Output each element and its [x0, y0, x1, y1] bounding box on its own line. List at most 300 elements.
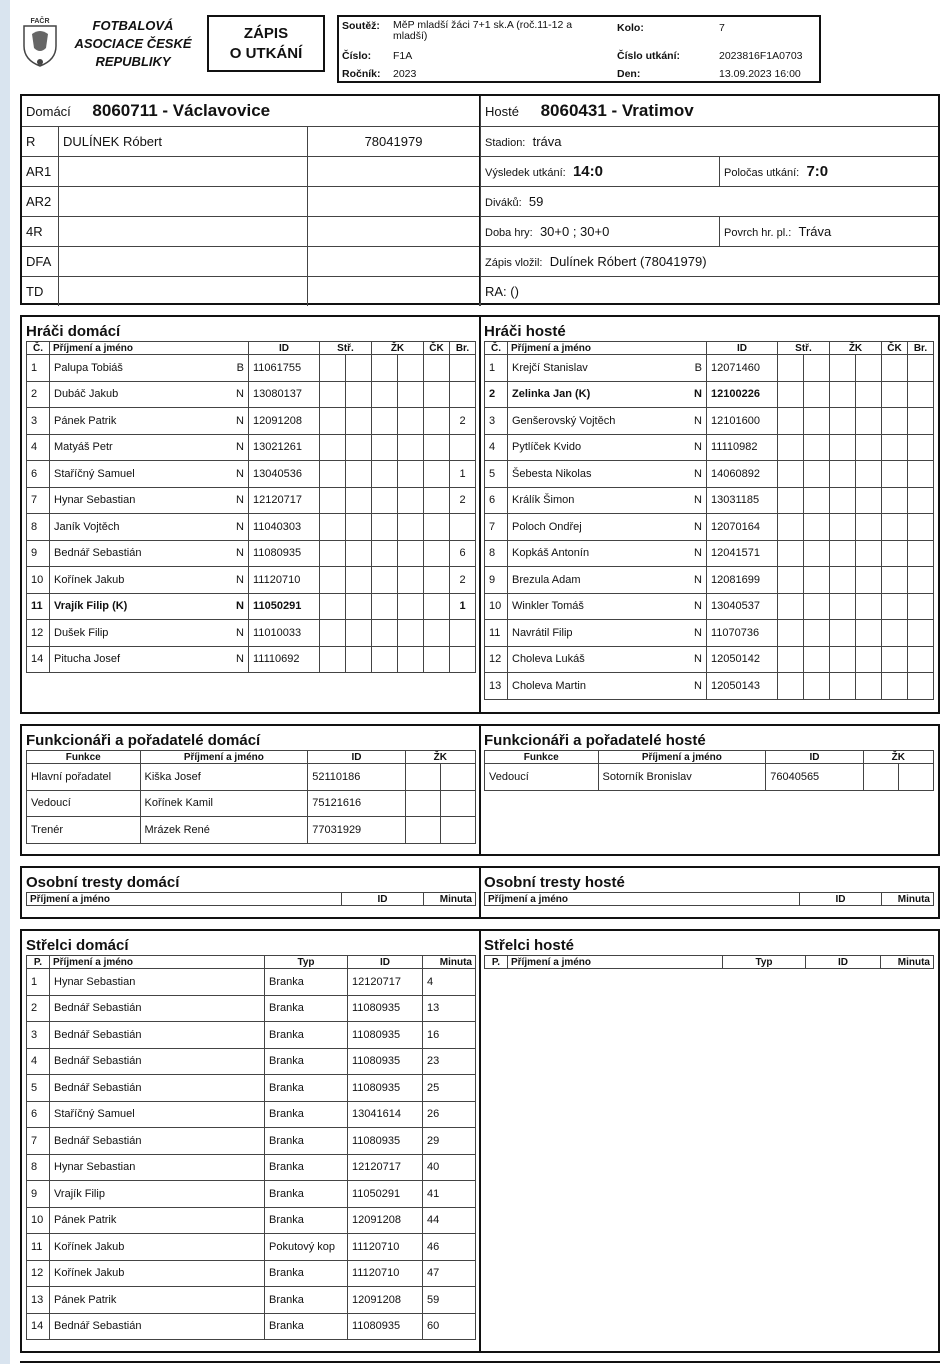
- player-number: 13: [485, 673, 508, 700]
- empty-cell: [830, 487, 856, 514]
- column-header: Br.: [450, 342, 476, 355]
- player-row: [485, 646, 934, 673]
- home-functionaries-title: Funkcionáři a pořadatelé domácí: [26, 732, 261, 749]
- player-type: N: [688, 540, 707, 567]
- empty-cell: [424, 620, 450, 647]
- player-number: 4: [27, 434, 50, 461]
- player-goals: 6: [450, 540, 476, 567]
- player-name: Winkler Tomáš: [508, 593, 689, 620]
- empty-cell: [804, 593, 830, 620]
- player-goals: [908, 540, 934, 567]
- empty-cell: [320, 434, 346, 461]
- match-number: 2023816F1A0703: [719, 50, 803, 62]
- scorer-name: Hynar Sebastian: [50, 1154, 265, 1181]
- player-number: 6: [27, 461, 50, 488]
- player-name: Matyáš Petr: [50, 434, 231, 461]
- player-id: 11120710: [249, 567, 320, 594]
- column-header: Č.: [485, 342, 508, 355]
- scorer-name: Bednář Sebastián: [50, 995, 265, 1022]
- scorer-order: 10: [27, 1207, 50, 1234]
- goal-minute: 60: [423, 1313, 476, 1340]
- functionary-role: Trenér: [27, 817, 141, 844]
- empty-cell: [778, 620, 804, 647]
- goal-type: Branka: [265, 1313, 348, 1340]
- column-header: ŽK: [405, 751, 475, 764]
- play-time: 30+0 ; 30+0: [539, 223, 610, 239]
- home-penalties-title: Osobní tresty domácí: [26, 874, 180, 891]
- empty-cell: [804, 461, 830, 488]
- player-goals: [908, 487, 934, 514]
- empty-cell: [856, 487, 882, 514]
- player-id: 11110982: [707, 434, 778, 461]
- official-row: [22, 246, 480, 276]
- functionary-role: Vedoucí: [27, 790, 141, 817]
- empty-cell: [424, 434, 450, 461]
- player-type: N: [688, 673, 707, 700]
- round: 7: [719, 22, 725, 34]
- scorer-order: 3: [27, 1022, 50, 1049]
- player-row: [485, 381, 934, 408]
- player-type: B: [230, 355, 249, 382]
- empty-cell: [804, 540, 830, 567]
- competition-code: F1A: [393, 50, 413, 62]
- scorer-name: Bednář Sebastián: [50, 1128, 265, 1155]
- column-header: Typ: [723, 956, 806, 969]
- player-number: 5: [485, 461, 508, 488]
- column-header: Příjmení a jméno: [50, 956, 265, 969]
- empty-cell: [424, 487, 450, 514]
- player-number: 2: [485, 381, 508, 408]
- column-header: Příjmení a jméno: [485, 893, 800, 906]
- column-header: Stř.: [778, 342, 830, 355]
- goal-minute: 47: [423, 1260, 476, 1287]
- goal-type: Branka: [265, 1075, 348, 1102]
- official-id: [308, 186, 480, 216]
- match-info-box: Soutěž: MěP mladší žáci 7+1 sk.A (roč.11-12 a mladší) Číslo: F1A Ročník: 2023 Kolo: 7 Číslo utkání: 2023816F1A0703 Den: 13.09.2023 16:00: [337, 15, 821, 83]
- goal-minute: 25: [423, 1075, 476, 1102]
- player-row: [27, 620, 476, 647]
- column-header: ID: [707, 342, 778, 355]
- player-row: [27, 540, 476, 567]
- scorer-row: [27, 1075, 476, 1102]
- empty-cell: [830, 381, 856, 408]
- player-number: 12: [485, 646, 508, 673]
- empty-cell: [804, 673, 830, 700]
- empty-cell: [346, 381, 372, 408]
- column-header: Minuta: [882, 893, 934, 906]
- player-name: Pánek Patrik: [50, 408, 231, 435]
- player-name: Dušek Filip: [50, 620, 231, 647]
- player-goals: 2: [450, 408, 476, 435]
- home-players-table: [26, 341, 476, 673]
- scorers-section: [20, 929, 940, 1353]
- pitch-surface: Tráva: [798, 223, 832, 239]
- player-type: N: [688, 408, 707, 435]
- player-row: [27, 381, 476, 408]
- empty-cell: [778, 514, 804, 541]
- empty-cell: [346, 540, 372, 567]
- season: 2023: [393, 68, 417, 80]
- player-row: [485, 620, 934, 647]
- association-name: FOTBALOVÁ ASOCIACE ČESKÉ REPUBLIKY: [74, 18, 192, 69]
- scorer-row: [27, 1181, 476, 1208]
- empty-cell: [398, 355, 424, 382]
- player-id: 13031185: [707, 487, 778, 514]
- player-name: Choleva Martin: [508, 673, 689, 700]
- player-row: [27, 355, 476, 382]
- player-id: 11110692: [249, 646, 320, 673]
- column-header: ŽK: [863, 751, 933, 764]
- empty-cell: [804, 408, 830, 435]
- empty-cell: [778, 593, 804, 620]
- player-row: [27, 487, 476, 514]
- player-type: N: [688, 646, 707, 673]
- functionary-role: Vedoucí: [485, 764, 599, 791]
- player-name: Bednář Sebastián: [50, 540, 231, 567]
- away-scorers-title: Střelci hosté: [484, 937, 575, 954]
- player-number: 6: [485, 487, 508, 514]
- column-header: Příjmení a jméno: [140, 751, 308, 764]
- empty-cell: [398, 540, 424, 567]
- player-number: 11: [27, 593, 50, 620]
- empty-cell: [882, 540, 908, 567]
- column-header: ČK: [424, 342, 450, 355]
- player-name: Choleva Lukáš: [508, 646, 689, 673]
- empty-cell: [320, 646, 346, 673]
- empty-cell: [830, 514, 856, 541]
- goal-minute: 29: [423, 1128, 476, 1155]
- player-number: 9: [485, 567, 508, 594]
- column-header: Funkce: [485, 751, 599, 764]
- scorer-order: 14: [27, 1313, 50, 1340]
- player-type: B: [688, 355, 707, 382]
- empty-cell: [882, 434, 908, 461]
- player-type: N: [688, 381, 707, 408]
- player-type: N: [688, 461, 707, 488]
- player-row: [27, 434, 476, 461]
- column-header: ID: [800, 893, 882, 906]
- player-id: 12050142: [707, 646, 778, 673]
- empty-cell: [320, 355, 346, 382]
- empty-cell: [320, 593, 346, 620]
- player-id: 11061755: [249, 355, 320, 382]
- empty-cell: [424, 540, 450, 567]
- player-number: 2: [27, 381, 50, 408]
- empty-cell: [424, 593, 450, 620]
- empty-cell: [856, 381, 882, 408]
- empty-cell: [882, 620, 908, 647]
- empty-cell: [346, 514, 372, 541]
- empty-cell: [424, 461, 450, 488]
- goal-minute: 26: [423, 1101, 476, 1128]
- empty-cell: [372, 593, 398, 620]
- player-type: N: [688, 434, 707, 461]
- player-goals: [908, 646, 934, 673]
- empty-cell: [804, 434, 830, 461]
- official-name: [59, 246, 308, 276]
- empty-cell: [346, 567, 372, 594]
- empty-cell: [830, 646, 856, 673]
- empty-cell: [856, 673, 882, 700]
- empty-cell: [398, 646, 424, 673]
- player-goals: [450, 620, 476, 647]
- match-date: 13.09.2023 16:00: [719, 68, 801, 80]
- player-row: [485, 434, 934, 461]
- official-role: AR1: [22, 156, 59, 186]
- player-type: N: [230, 408, 249, 435]
- empty-cell: [778, 673, 804, 700]
- empty-cell: [882, 673, 908, 700]
- player-goals: [908, 620, 934, 647]
- player-goals: 1: [450, 461, 476, 488]
- scorer-order: 11: [27, 1234, 50, 1261]
- empty-cell: [856, 593, 882, 620]
- empty-cell: [398, 487, 424, 514]
- scorer-name: Kořínek Jakub: [50, 1260, 265, 1287]
- match-stats-table: Hosté 8060431 - Vratimov Stadion: tráva Výsledek utkání: 14:0 Poločas utkání: 7:0 Diváků: 59 Doba hry: 30+0 ; 30+0 Povrch hr. pl.: Tráva Zápis vložil: Dulínek Róbert (78041979) RA: (): [480, 96, 938, 306]
- official-id: [308, 276, 480, 306]
- empty-cell: [398, 381, 424, 408]
- scorer-name: Bednář Sebastián: [50, 1075, 265, 1102]
- empty-cell: [830, 461, 856, 488]
- player-type: N: [230, 487, 249, 514]
- scorer-name: Vrajík Filip: [50, 1181, 265, 1208]
- player-name: Dubáč Jakub: [50, 381, 231, 408]
- player-goals: [908, 461, 934, 488]
- functionary-id: 77031929: [308, 817, 405, 844]
- empty-cell: [320, 514, 346, 541]
- empty-cell: [398, 620, 424, 647]
- player-id: 13021261: [249, 434, 320, 461]
- empty-cell: [778, 567, 804, 594]
- empty-cell: [405, 790, 440, 817]
- player-name: Kopkáš Antonín: [508, 540, 689, 567]
- player-row: [485, 355, 934, 382]
- goal-type: Branka: [265, 1260, 348, 1287]
- player-name: Poloch Ondřej: [508, 514, 689, 541]
- empty-cell: [320, 381, 346, 408]
- empty-cell: [778, 434, 804, 461]
- goal-minute: 13: [423, 995, 476, 1022]
- official-role: 4R: [22, 216, 59, 246]
- player-number: 12: [27, 620, 50, 647]
- player-name: Palupa Tobiáš: [50, 355, 231, 382]
- empty-cell: [372, 620, 398, 647]
- column-header: ID: [348, 956, 423, 969]
- empty-cell: [320, 408, 346, 435]
- empty-cell: [830, 593, 856, 620]
- ra: RA: (): [485, 283, 519, 299]
- away-team: 8060431 - Vratimov: [540, 100, 694, 120]
- empty-cell: [398, 567, 424, 594]
- player-name: Genšerovský Vojtěch: [508, 408, 689, 435]
- goal-minute: 44: [423, 1207, 476, 1234]
- scorer-order: 12: [27, 1260, 50, 1287]
- stadion: tráva: [532, 133, 562, 149]
- scorer-row: [27, 1287, 476, 1314]
- scorer-row: [27, 1154, 476, 1181]
- scorer-id: 11080935: [348, 1313, 423, 1340]
- scorer-row: [27, 1260, 476, 1287]
- goal-type: Branka: [265, 1128, 348, 1155]
- empty-cell: [346, 646, 372, 673]
- empty-cell: [398, 593, 424, 620]
- player-type: N: [230, 540, 249, 567]
- empty-cell: [372, 487, 398, 514]
- player-name: Kořínek Jakub: [50, 567, 231, 594]
- empty-cell: [372, 540, 398, 567]
- scorer-order: 4: [27, 1048, 50, 1075]
- player-row: [485, 593, 934, 620]
- official-row: [22, 156, 480, 186]
- empty-cell: [372, 567, 398, 594]
- column-header: ČK: [882, 342, 908, 355]
- scorer-row: [27, 995, 476, 1022]
- player-name: Vrajík Filip (K): [50, 593, 231, 620]
- empty-cell: [440, 790, 475, 817]
- functionary-id: 76040565: [766, 764, 863, 791]
- player-number: 8: [27, 514, 50, 541]
- player-name: Navrátil Filip: [508, 620, 689, 647]
- goal-minute: 16: [423, 1022, 476, 1049]
- player-id: 13040536: [249, 461, 320, 488]
- functionary-row: [485, 764, 934, 791]
- scorer-id: 12091208: [348, 1287, 423, 1314]
- player-goals: [908, 673, 934, 700]
- scorer-row: [27, 1048, 476, 1075]
- empty-cell: [778, 461, 804, 488]
- column-header: ID: [308, 751, 405, 764]
- player-type: N: [230, 381, 249, 408]
- player-type: N: [230, 567, 249, 594]
- functionary-row: [27, 764, 476, 791]
- scorer-name: Staříčný Samuel: [50, 1101, 265, 1128]
- officials-table: Domácí 8060711 - Václavovice R DULÍNEK Róbert 78041979 AR1 AR2 4R DFA TD: [22, 96, 480, 306]
- player-goals: [908, 514, 934, 541]
- empty-cell: [830, 540, 856, 567]
- player-row: [27, 408, 476, 435]
- column-header: ID: [806, 956, 881, 969]
- player-id: 11040303: [249, 514, 320, 541]
- goal-type: Branka: [265, 995, 348, 1022]
- empty-cell: [320, 487, 346, 514]
- player-goals: [908, 355, 934, 382]
- final-score: 14:0: [572, 162, 603, 180]
- next-section-edge: [20, 1361, 940, 1363]
- scorer-id: 12091208: [348, 1207, 423, 1234]
- empty-cell: [346, 461, 372, 488]
- empty-cell: [778, 408, 804, 435]
- empty-cell: [856, 646, 882, 673]
- left-scroll-margin: [0, 0, 10, 1364]
- empty-cell: [804, 646, 830, 673]
- empty-cell: [398, 461, 424, 488]
- empty-cell: [372, 434, 398, 461]
- empty-cell: [372, 514, 398, 541]
- scorer-id: 11080935: [348, 995, 423, 1022]
- scorer-id: 12120717: [348, 969, 423, 996]
- empty-cell: [863, 764, 898, 791]
- column-header: Stř.: [320, 342, 372, 355]
- goal-minute: 59: [423, 1287, 476, 1314]
- empty-cell: [856, 567, 882, 594]
- empty-cell: [856, 461, 882, 488]
- empty-cell: [405, 817, 440, 844]
- home-players: [22, 317, 480, 712]
- match-report-page: [10, 0, 951, 1364]
- empty-cell: [372, 355, 398, 382]
- scorer-name: Pánek Patrik: [50, 1287, 265, 1314]
- player-id: 12070164: [707, 514, 778, 541]
- scorer-row: [27, 969, 476, 996]
- official-row: [22, 126, 480, 156]
- away-players-table: [484, 341, 934, 700]
- empty-cell: [778, 355, 804, 382]
- goal-type: Branka: [265, 1101, 348, 1128]
- match-details: [20, 94, 940, 305]
- player-row: [485, 487, 934, 514]
- official-name: [59, 186, 308, 216]
- player-type: N: [688, 514, 707, 541]
- away-players: [480, 317, 938, 712]
- spectators: 59: [528, 193, 544, 209]
- empty-cell: [856, 408, 882, 435]
- empty-cell: [804, 355, 830, 382]
- empty-cell: [372, 646, 398, 673]
- empty-cell: [830, 620, 856, 647]
- player-id: 12120717: [249, 487, 320, 514]
- empty-cell: [398, 408, 424, 435]
- column-header: ID: [766, 751, 863, 764]
- scorer-id: 13041614: [348, 1101, 423, 1128]
- empty-cell: [882, 408, 908, 435]
- player-id: 12071460: [707, 355, 778, 382]
- goal-minute: 40: [423, 1154, 476, 1181]
- player-goals: [450, 355, 476, 382]
- away-functionaries-title: Funkcionáři a pořadatelé hosté: [484, 732, 706, 749]
- scorer-name: Bednář Sebastián: [50, 1022, 265, 1049]
- empty-cell: [778, 646, 804, 673]
- empty-cell: [346, 408, 372, 435]
- official-row: [22, 216, 480, 246]
- empty-cell: [424, 567, 450, 594]
- scorer-name: Hynar Sebastian: [50, 969, 265, 996]
- home-scorers-title: Střelci domácí: [26, 937, 129, 954]
- empty-cell: [898, 764, 933, 791]
- empty-cell: [882, 355, 908, 382]
- player-goals: [908, 434, 934, 461]
- player-id: 13040537: [707, 593, 778, 620]
- column-header: Br.: [908, 342, 934, 355]
- scorer-id: 11120710: [348, 1234, 423, 1261]
- player-id: 11080935: [249, 540, 320, 567]
- away-penalties-table: [484, 892, 934, 906]
- empty-cell: [882, 487, 908, 514]
- empty-cell: [804, 567, 830, 594]
- empty-cell: [778, 381, 804, 408]
- entered-by: Dulínek Róbert (78041979): [549, 253, 707, 269]
- player-goals: 2: [450, 487, 476, 514]
- official-row: [22, 186, 480, 216]
- empty-cell: [372, 408, 398, 435]
- player-number: 7: [27, 487, 50, 514]
- empty-cell: [856, 620, 882, 647]
- empty-cell: [424, 408, 450, 435]
- player-row: [485, 408, 934, 435]
- player-row: [27, 461, 476, 488]
- empty-cell: [830, 408, 856, 435]
- empty-cell: [882, 461, 908, 488]
